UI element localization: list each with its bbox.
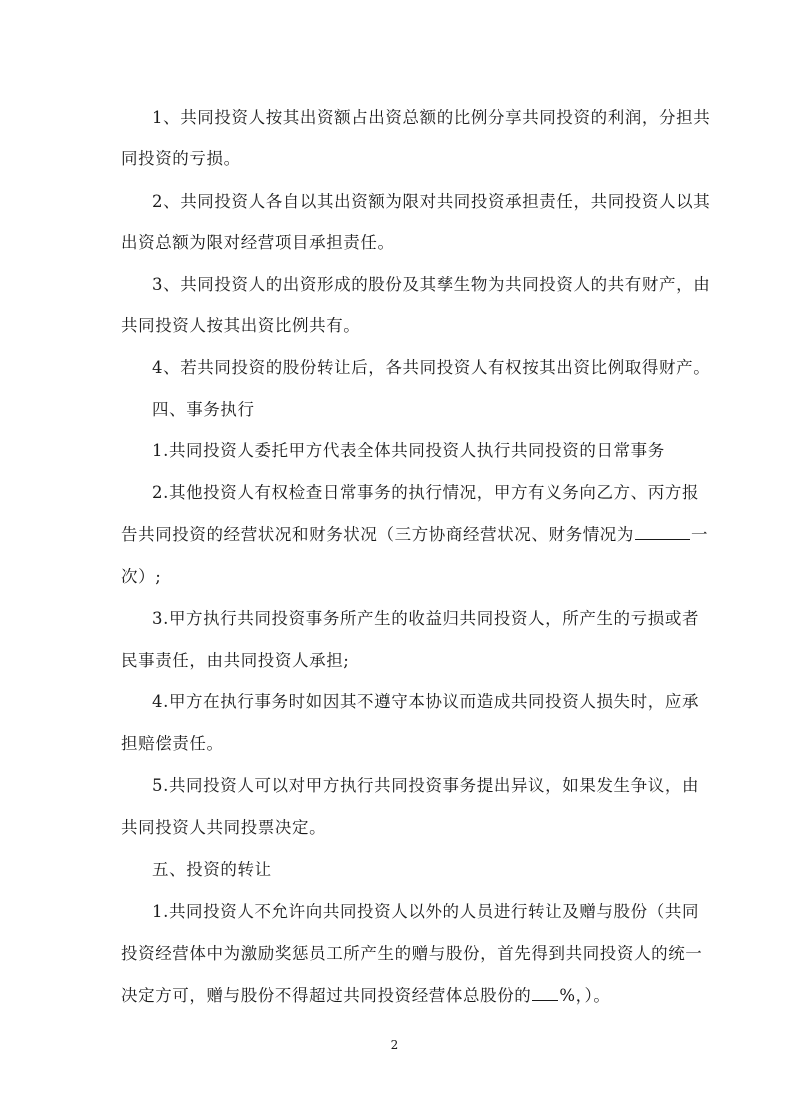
section-4-item-2-line-1: 2.其他投资人有权检查日常事务的执行情况，甲方有义务向乙方、丙方报 <box>152 483 700 502</box>
section-5-item-1-line-3 <box>121 984 611 1008</box>
section-5-item-1-line-2: 投资经营体中为激励奖惩员工所产生的赠与股份，首先得到共同投资人的统一 <box>121 944 703 963</box>
section-5-item-1-line-3-text: 决定方可，赠与股份不得超过共同投资经营体总股份的 <box>121 986 532 1005</box>
section-5-item-1-line-1: 1.共同投资人不允许向共同投资人以外的人员进行转让及赠与股份（共同 <box>152 902 700 921</box>
clause-1-line-1: 1、共同投资人按其出资额占出资总额的比例分享共同投资的利润，分担共 <box>152 108 711 127</box>
section-5-item-1-line-3-tail: %，）。 <box>559 986 611 1005</box>
section-4-item-2-line-2 <box>121 523 708 547</box>
page-number: 2 <box>390 1038 399 1052</box>
section-4-item-4-line-2: 担赔偿责任。 <box>121 734 224 753</box>
clause-3-line-2: 共同投资人按其出资比例共有。 <box>121 316 361 335</box>
section-4-item-5-line-1: 5.共同投资人可以对甲方执行共同投资事务提出异议，如果发生争议，由 <box>152 776 700 795</box>
section-4-item-4-line-1: 4.甲方在执行事务时如因其不遵守本协议而造成共同投资人损失时，应承 <box>152 692 700 711</box>
section-heading-4: 四、事务执行 <box>152 400 255 419</box>
clause-3-line-1: 3、共同投资人的出资形成的股份及其孳生物为共同投资人的共有财产，由 <box>152 275 711 294</box>
section-4-item-2-line-2-text: 告共同投资的经营状况和财务状况（三方协商经营状况、财务情况为 <box>121 525 634 544</box>
section-4-item-3-line-1: 3.甲方执行共同投资事务所产生的收益归共同投资人，所产生的亏损或者 <box>152 609 700 628</box>
section-4-item-1: 1.共同投资人委托甲方代表全体共同投资人执行共同投资的日常事务 <box>152 441 665 460</box>
section-4-item-2-line-3: 次）; <box>121 567 162 586</box>
clause-2-line-2: 出资总额为限对经营项目承担责任。 <box>121 233 395 252</box>
clause-4-line-1: 4、若共同投资的股份转让后，各共同投资人有权按其出资比例取得财产。 <box>152 358 711 377</box>
percentage-blank[interactable] <box>532 984 558 1001</box>
section-heading-5: 五、投资的转让 <box>152 860 272 879</box>
section-4-item-3-line-2: 民事责任，由共同投资人承担; <box>121 651 350 670</box>
clause-1-line-2: 同投资的亏损。 <box>121 149 241 168</box>
section-4-item-2-line-2-tail: 一 <box>691 525 709 544</box>
section-4-item-5-line-2: 共同投资人共同投票决定。 <box>121 818 327 837</box>
clause-2-line-1: 2、共同投资人各自以其出资额为限对共同投资承担责任，共同投资人以其 <box>152 192 711 211</box>
fill-in-blank[interactable] <box>635 523 690 540</box>
